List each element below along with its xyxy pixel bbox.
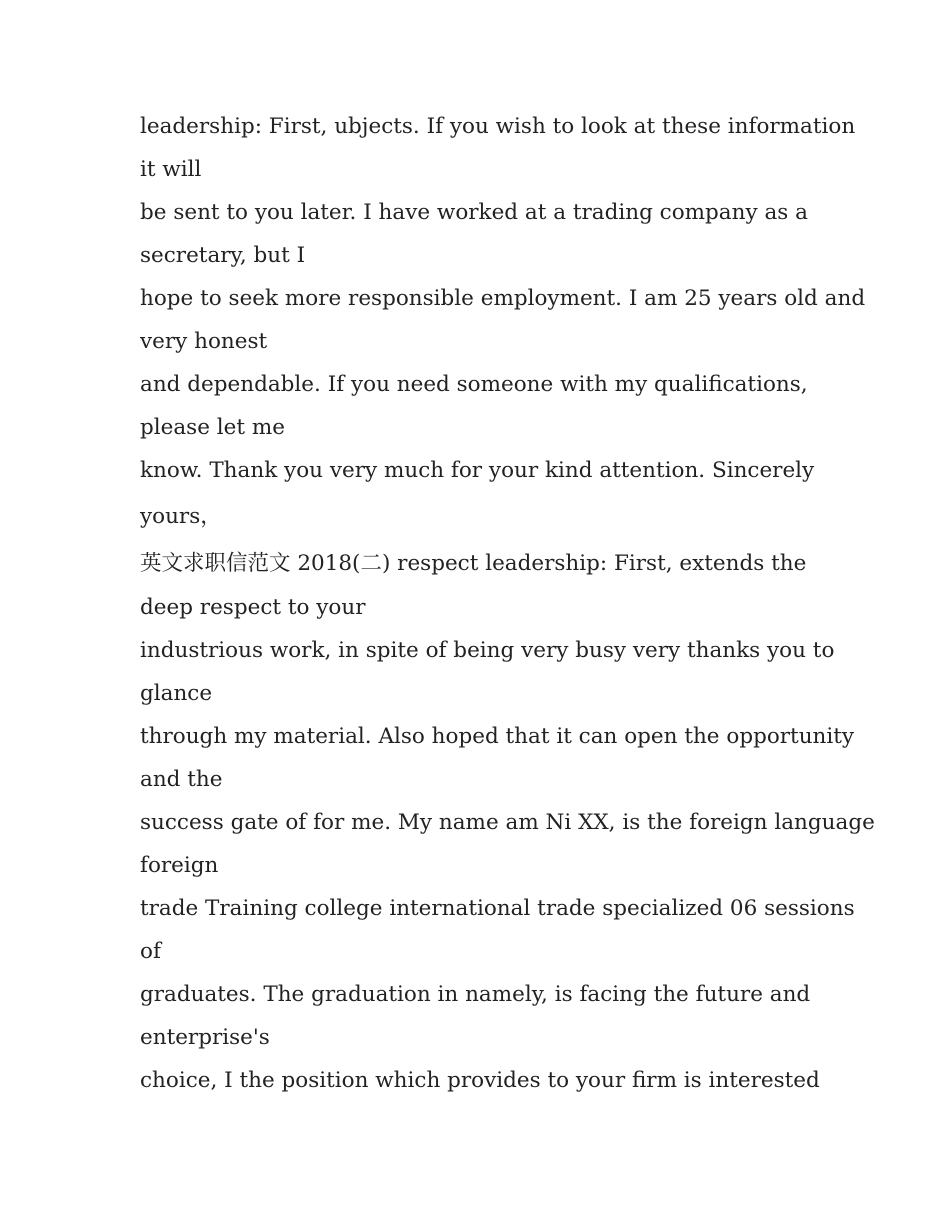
text-line: of	[140, 939, 161, 964]
text-line: glance	[140, 681, 213, 706]
text-line: graduates. The graduation in namely, is facing the future and	[140, 982, 811, 1007]
text-line: hope to seek more responsible employment. I am 25 years old and	[140, 286, 866, 311]
section-heading-line: 英文求职信范文 2018(二) respect leadership: First, extends the	[140, 551, 807, 576]
text-line: industrious work, in spite of being very busy very thanks you to	[140, 638, 835, 663]
text-line: trade Training college international trade specialized 06 sessions	[140, 896, 855, 921]
text-line: foreign	[140, 853, 219, 878]
text-line: very honest	[140, 329, 268, 354]
text-line: be sent to you later. I have worked at a trading company as a	[140, 200, 808, 225]
text-line: and the	[140, 767, 223, 792]
text-line: know. Thank you very much for your kind attention. Sincerely	[140, 458, 815, 483]
text-line: please let me	[140, 415, 285, 440]
letter-body	[140, 105, 875, 1102]
text-line: and dependable. If you need someone with my qualifications,	[140, 372, 808, 397]
text-line: it will	[140, 157, 202, 182]
text-line: secretary, but I	[140, 243, 306, 268]
text-line: enterprise's	[140, 1025, 270, 1050]
text-line: success gate of for me. My name am Ni XX, is the foreign language	[140, 810, 875, 835]
text-line: through my material. Also hoped that it can open the opportunity	[140, 724, 855, 749]
text-line: leadership: First, ubjects. If you wish to look at these information	[140, 114, 856, 139]
closing-line: yours，	[140, 504, 222, 529]
text-line: choice, I the position which provides to your firm is interested	[140, 1068, 820, 1093]
text-line: deep respect to your	[140, 595, 366, 620]
